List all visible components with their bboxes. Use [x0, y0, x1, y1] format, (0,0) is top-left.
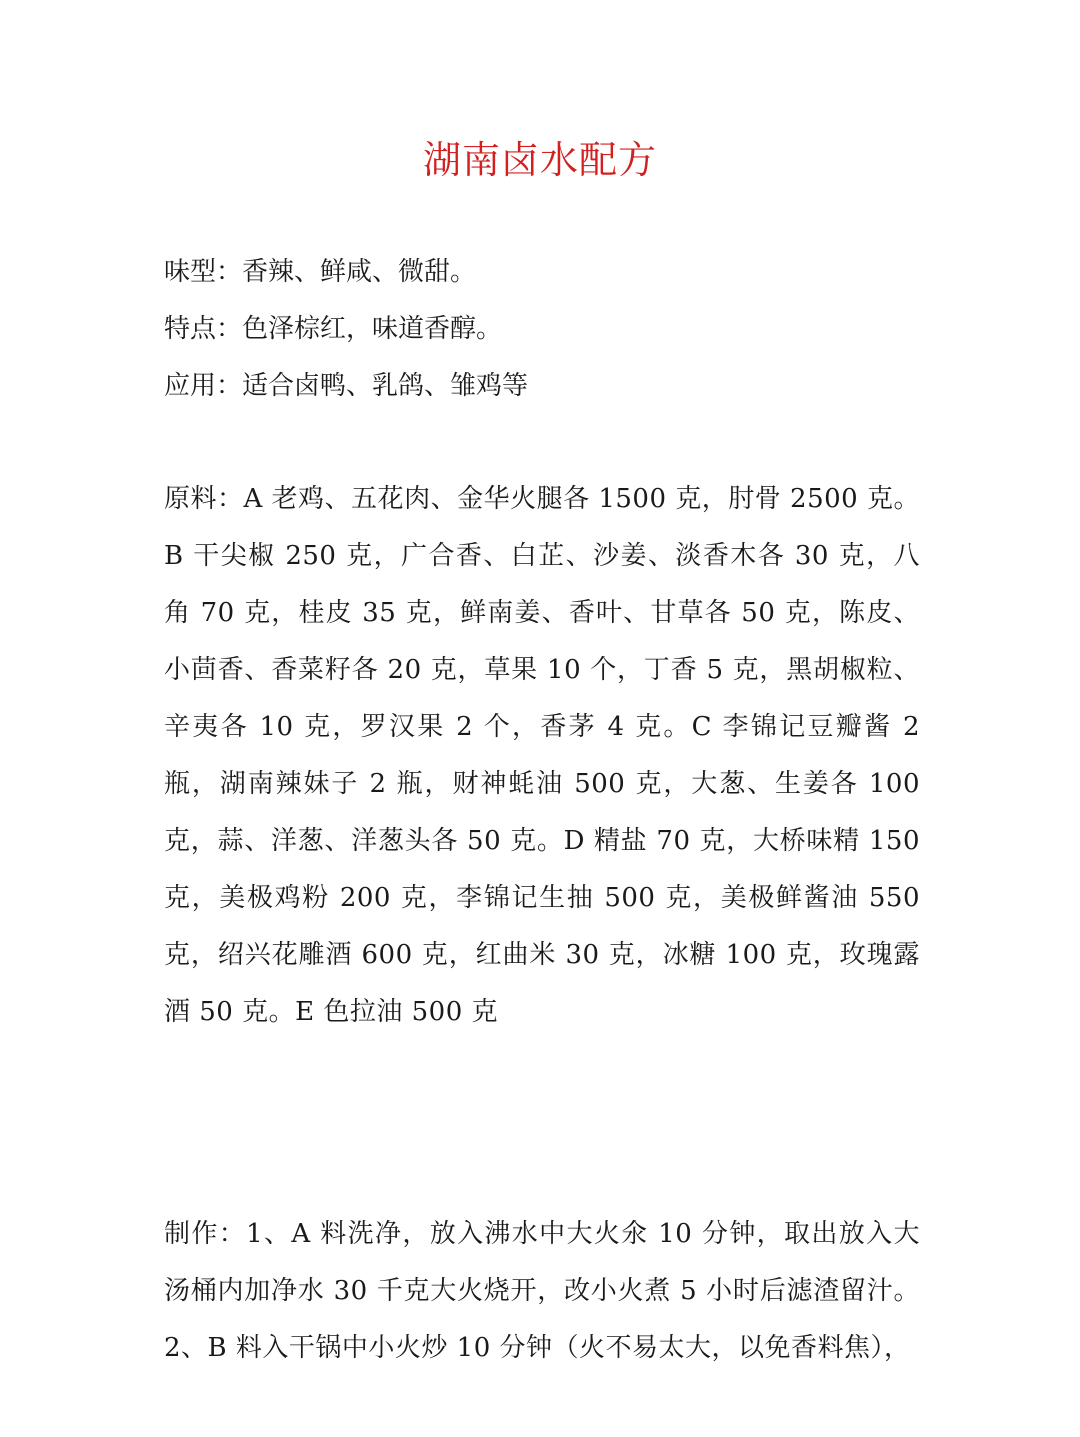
preparation-paragraph: 制作：1、A 料洗净，放入沸水中大火氽 10 分钟，取出放入大汤桶内加净水 30 千克大火烧开，改小火煮 5 小时后滤渣留汁。2、B 料入干锅中小火炒 10 分钟（火不易太大，以免香料焦），	[164, 1219, 920, 1363]
characteristics-line: 特点：色泽棕红，味道香醇。	[164, 314, 503, 344]
flavor-type-line: 味型：香辣、鲜咸、微甜。	[164, 257, 477, 287]
flavor-info-block	[164, 244, 924, 415]
application-line: 应用：适合卤鸭、乳鸽、雏鸡等	[164, 371, 529, 401]
ingredients-paragraph: 原料：A 老鸡、五花肉、金华火腿各 1500 克，肘骨 2500 克。B 干尖椒 250 克，广合香、白芷、沙姜、淡香木各 30 克，八角 70 克，桂皮 35 克，鲜南姜、香叶、甘草各 50 克，陈皮、小茴香、香菜籽各 20 克，草果 10 个，丁香 5 克，黑胡椒粒、辛夷各 10 克，罗汉果 2 个，香茅 4 克。C 李锦记豆瓣酱 2 瓶，湖南辣妹子 2 瓶，财神蚝油 500 克，大葱、生姜各 100 克，蒜、洋葱、洋葱头各 50 克。D 精盐 70 克，大桥味精 150 克，美极鸡粉 200 克，李锦记生抽 500 克，美极鲜酱油 550 克，绍兴花雕酒 600 克，红曲米 30 克，冰糖 100 克，玫瑰露酒 50 克。E 色拉油 500 克	[164, 484, 920, 1027]
document-title: 湖南卤水配方	[422, 138, 657, 182]
